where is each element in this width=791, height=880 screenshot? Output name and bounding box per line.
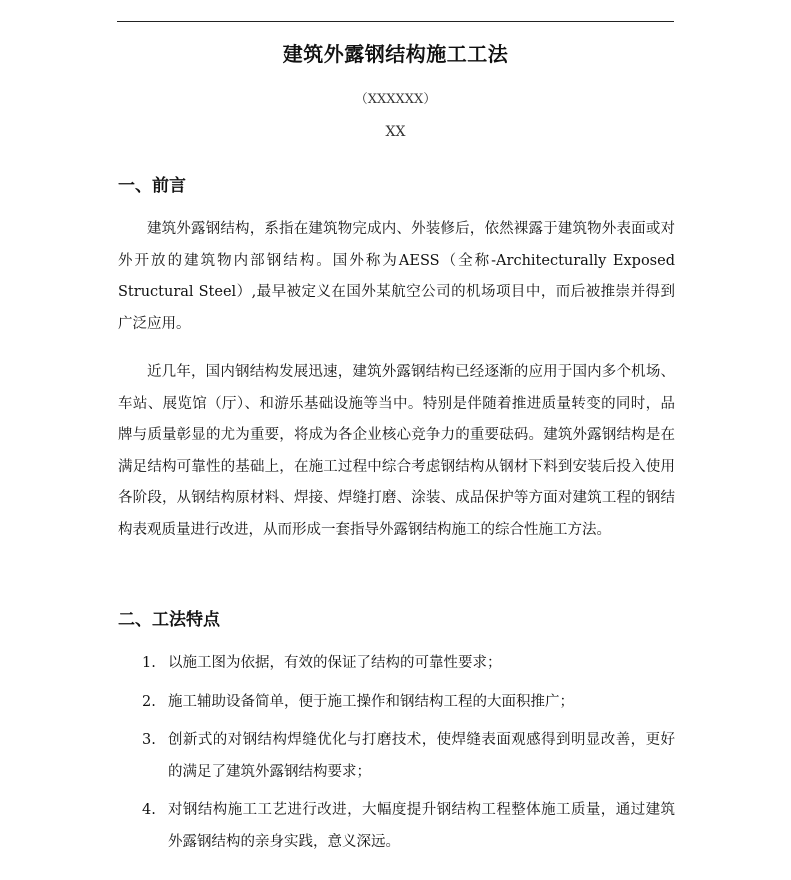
list-item [118, 648, 675, 680]
list-item-text: 对钢结构施工工艺进行改进，大幅度提升钢结构工程整体施工质量，通过建筑外露钢结构的亲身实践，意义深远。 [168, 802, 675, 850]
list-item [118, 795, 675, 858]
list-item-number: 2. [142, 693, 156, 710]
section-heading-features: 二、工法特点 [118, 610, 220, 630]
list-item-number: 3. [142, 732, 156, 748]
list-item-number: 1. [142, 655, 156, 671]
preface-paragraph-1: 建筑外露钢结构，系指在建筑物完成内、外装修后，依然裸露于建筑物外表面或对外开放的建筑物内部钢结构。国外称为AESS（全称-Architecturally Exposed Structural Steel）,最早被定义在国外某航空公司的机场项目中，而后被推崇并得到广泛应用。 [118, 221, 675, 332]
list-item-text: 创新式的对钢结构焊缝优化与打磨技术，使焊缝表面观感得到明显改善，更好的满足了建筑外露钢结构要求； [168, 732, 675, 780]
list-item [118, 725, 675, 788]
document-author: XX [385, 124, 406, 140]
list-item-text: 施工辅助设备简单，便于施工操作和钢结构工程的大面积推广； [168, 693, 574, 710]
preface-paragraph-2: 近几年，国内钢结构发展迅速，建筑外露钢结构已经逐渐的应用于国内多个机场、车站、展览馆（厅）、和游乐基础设施等当中。特别是伴随着推进质量转变的同时，品牌与质量彰显的尤为重要，将成为各企业核心竞争力的重要砝码。建筑外露钢结构是在满足结构可靠性的基础上，在施工过程中综合考虑钢结构从钢材下料到安装后投入使用各阶段，从钢结构原材料、焊接、焊缝打磨、涂装、成品保护等方面对建筑工程的钢结构表观质量进行改进，从而形成一套指导外露钢结构施工的综合性施工方法。 [118, 364, 675, 538]
list-item-number: 4. [142, 802, 156, 818]
features-list [118, 648, 675, 858]
document-subtitle: （XXXXXX） [354, 92, 437, 107]
list-item [118, 687, 675, 719]
header-rule [117, 21, 674, 22]
document-title: 建筑外露钢结构施工工法 [282, 42, 509, 66]
section-heading-preface: 一、前言 [118, 176, 186, 196]
list-item-text: 以施工图为依据，有效的保证了结构的可靠性要求； [168, 655, 502, 671]
